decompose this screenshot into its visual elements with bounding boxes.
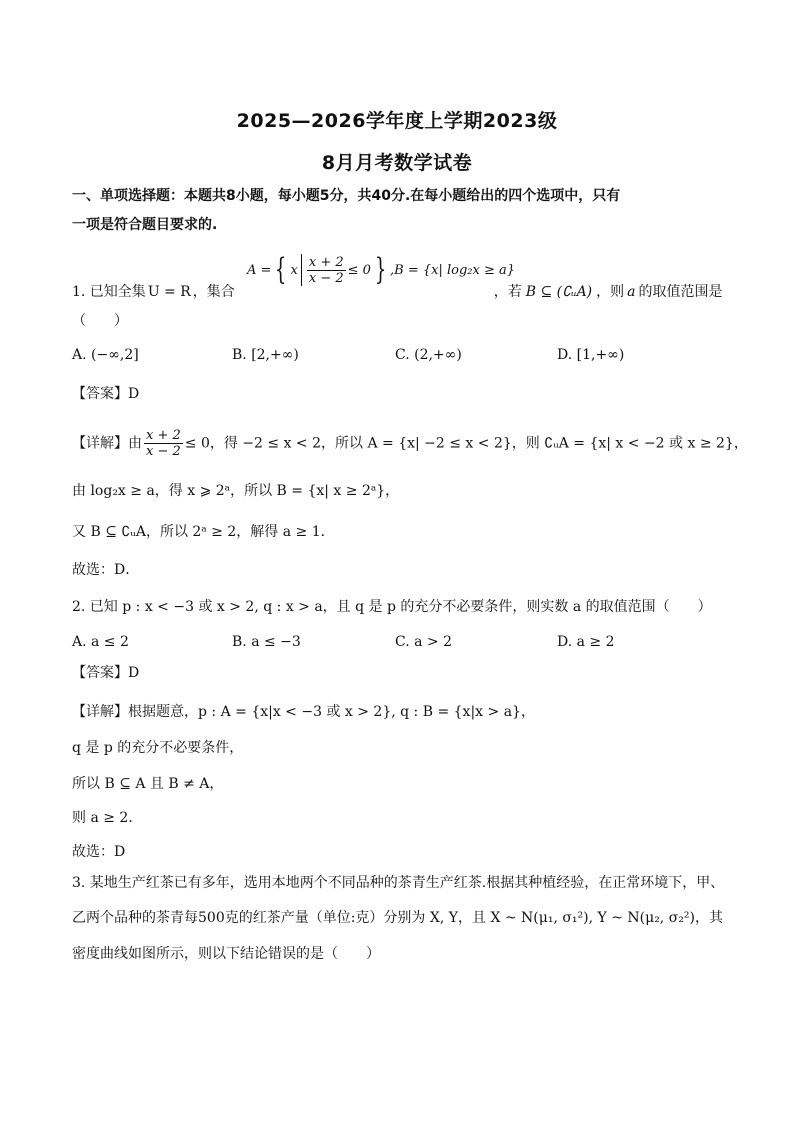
q1-set-b: ,B = {x| log₂x ≥ a} [390, 262, 516, 278]
brace-open: { [275, 252, 287, 287]
q1-choose: 故选：D． [72, 562, 140, 578]
q1-condition: B ⊆ (∁ᵤA) [525, 284, 593, 300]
q1-tail: ，若 [493, 284, 522, 300]
q2-option-a: A. a ≤ 2 [72, 634, 129, 650]
q1-detail-line3: 又 B ⊆ ∁ᵤA，所以 2ᵃ ≥ 2，解得 a ≥ 1． [72, 524, 335, 540]
q1-var-a: a [627, 284, 636, 300]
q1-answer: 【答案】D [72, 386, 140, 402]
q1-set-a-var: x [290, 262, 298, 278]
q2-detail-line1: 【详解】根据题意，p : A = {x|x < −3 或 x > 2}, q : B = {x|x > a}， [72, 704, 535, 720]
q3-line1: 3. 某地生产红茶已有多年，选用本地两个不同品种的茶青生产红茶.根据其种植经验，在正常环境下，甲、 [72, 875, 725, 891]
q2-option-c: C. a > 2 [395, 634, 452, 650]
q1-detail-fraction [144, 428, 183, 459]
q1-paren: （ ） [72, 313, 128, 329]
q1-detail-line2: 由 log₂x ≥ a，得 x ⩾ 2ᵃ，所以 B = {x| x ≥ 2ᵃ}， [72, 483, 400, 499]
q2-detail-line3: 所以 B ⊆ A 且 B ≠ A， [72, 776, 224, 792]
section1-heading-line1: 一、单项选择题：本题共8小题，每小题5分，共40分.在每小题给出的四个选项中，只有 [72, 188, 621, 204]
q1-option-c: C. (2,+∞) [395, 347, 462, 363]
q1-option-a: A. (−∞,2] [72, 347, 139, 363]
q1-detail-fraction-numerator: x + 2 [146, 428, 181, 443]
q1-detail-label: 【详解】 [72, 435, 128, 452]
q2-choose: 故选：D [72, 844, 126, 860]
q1-stem [72, 282, 732, 302]
q3-line2: 乙两个品种的茶青每500克的红茶产量（单位:克）分别为 X, Y，且 X ~ N(μ₁, σ₁²), Y ~ N(μ₂, σ₂²)，其 [72, 910, 723, 926]
q1-set-a-relation: ≤ 0 [347, 262, 371, 278]
section1-heading-line2: 一项是符合题目要求的. [72, 217, 218, 233]
q1-detail-pre: 由 [128, 435, 142, 452]
q1-tail2: ，则 [596, 284, 625, 300]
q1-detail-fraction-denominator: x − 2 [146, 444, 181, 459]
q1-option-d: D. [1,+∞) [557, 347, 625, 363]
q1-mid: ，集合 [192, 284, 235, 300]
q2-stem: 2. 已知 p : x < −3 或 x > 2, q : x > a，且 q 是 p 的充分不必要条件，则实数 a 的取值范围（ ） [72, 599, 712, 615]
q1-universe: U = R [147, 284, 191, 300]
q2-detail-line4: 则 a ≥ 2． [72, 810, 143, 826]
exam-title-line2: 8月月考数学试卷 [321, 152, 473, 174]
brace-close: } [374, 252, 387, 287]
q2-option-d: D. a ≥ 2 [557, 634, 615, 650]
q1-fraction [307, 255, 346, 286]
q1-tail3: 的取值范围是 [638, 284, 723, 300]
q2-answer: 【答案】D [72, 665, 140, 681]
q1-detail-post: ≤ 0，得 −2 ≤ x < 2，所以 A = {x| −2 ≤ x < 2}，则 ∁ᵤA = {x| x < −2 或 x ≥ 2}， [184, 435, 748, 452]
q3-line3: 密度曲线如图所示，则以下结论错误的是（ ） [72, 946, 380, 962]
q1-set-a-lhs: A = [247, 262, 272, 278]
q1-fraction-denominator: x − 2 [308, 270, 344, 286]
q1-prefix: 1. 已知全集 [72, 284, 146, 300]
q2-detail-line2: q 是 p 的充分不必要条件， [72, 740, 244, 756]
q1-detail-line1 [72, 428, 748, 459]
q2-option-b: B. a ≤ −3 [232, 634, 301, 650]
exam-title-line1: 2025—2026学年度上学期2023级 [236, 110, 558, 132]
q1-option-b: B. [2,+∞) [232, 347, 299, 363]
q1-fraction-numerator: x + 2 [308, 254, 344, 270]
